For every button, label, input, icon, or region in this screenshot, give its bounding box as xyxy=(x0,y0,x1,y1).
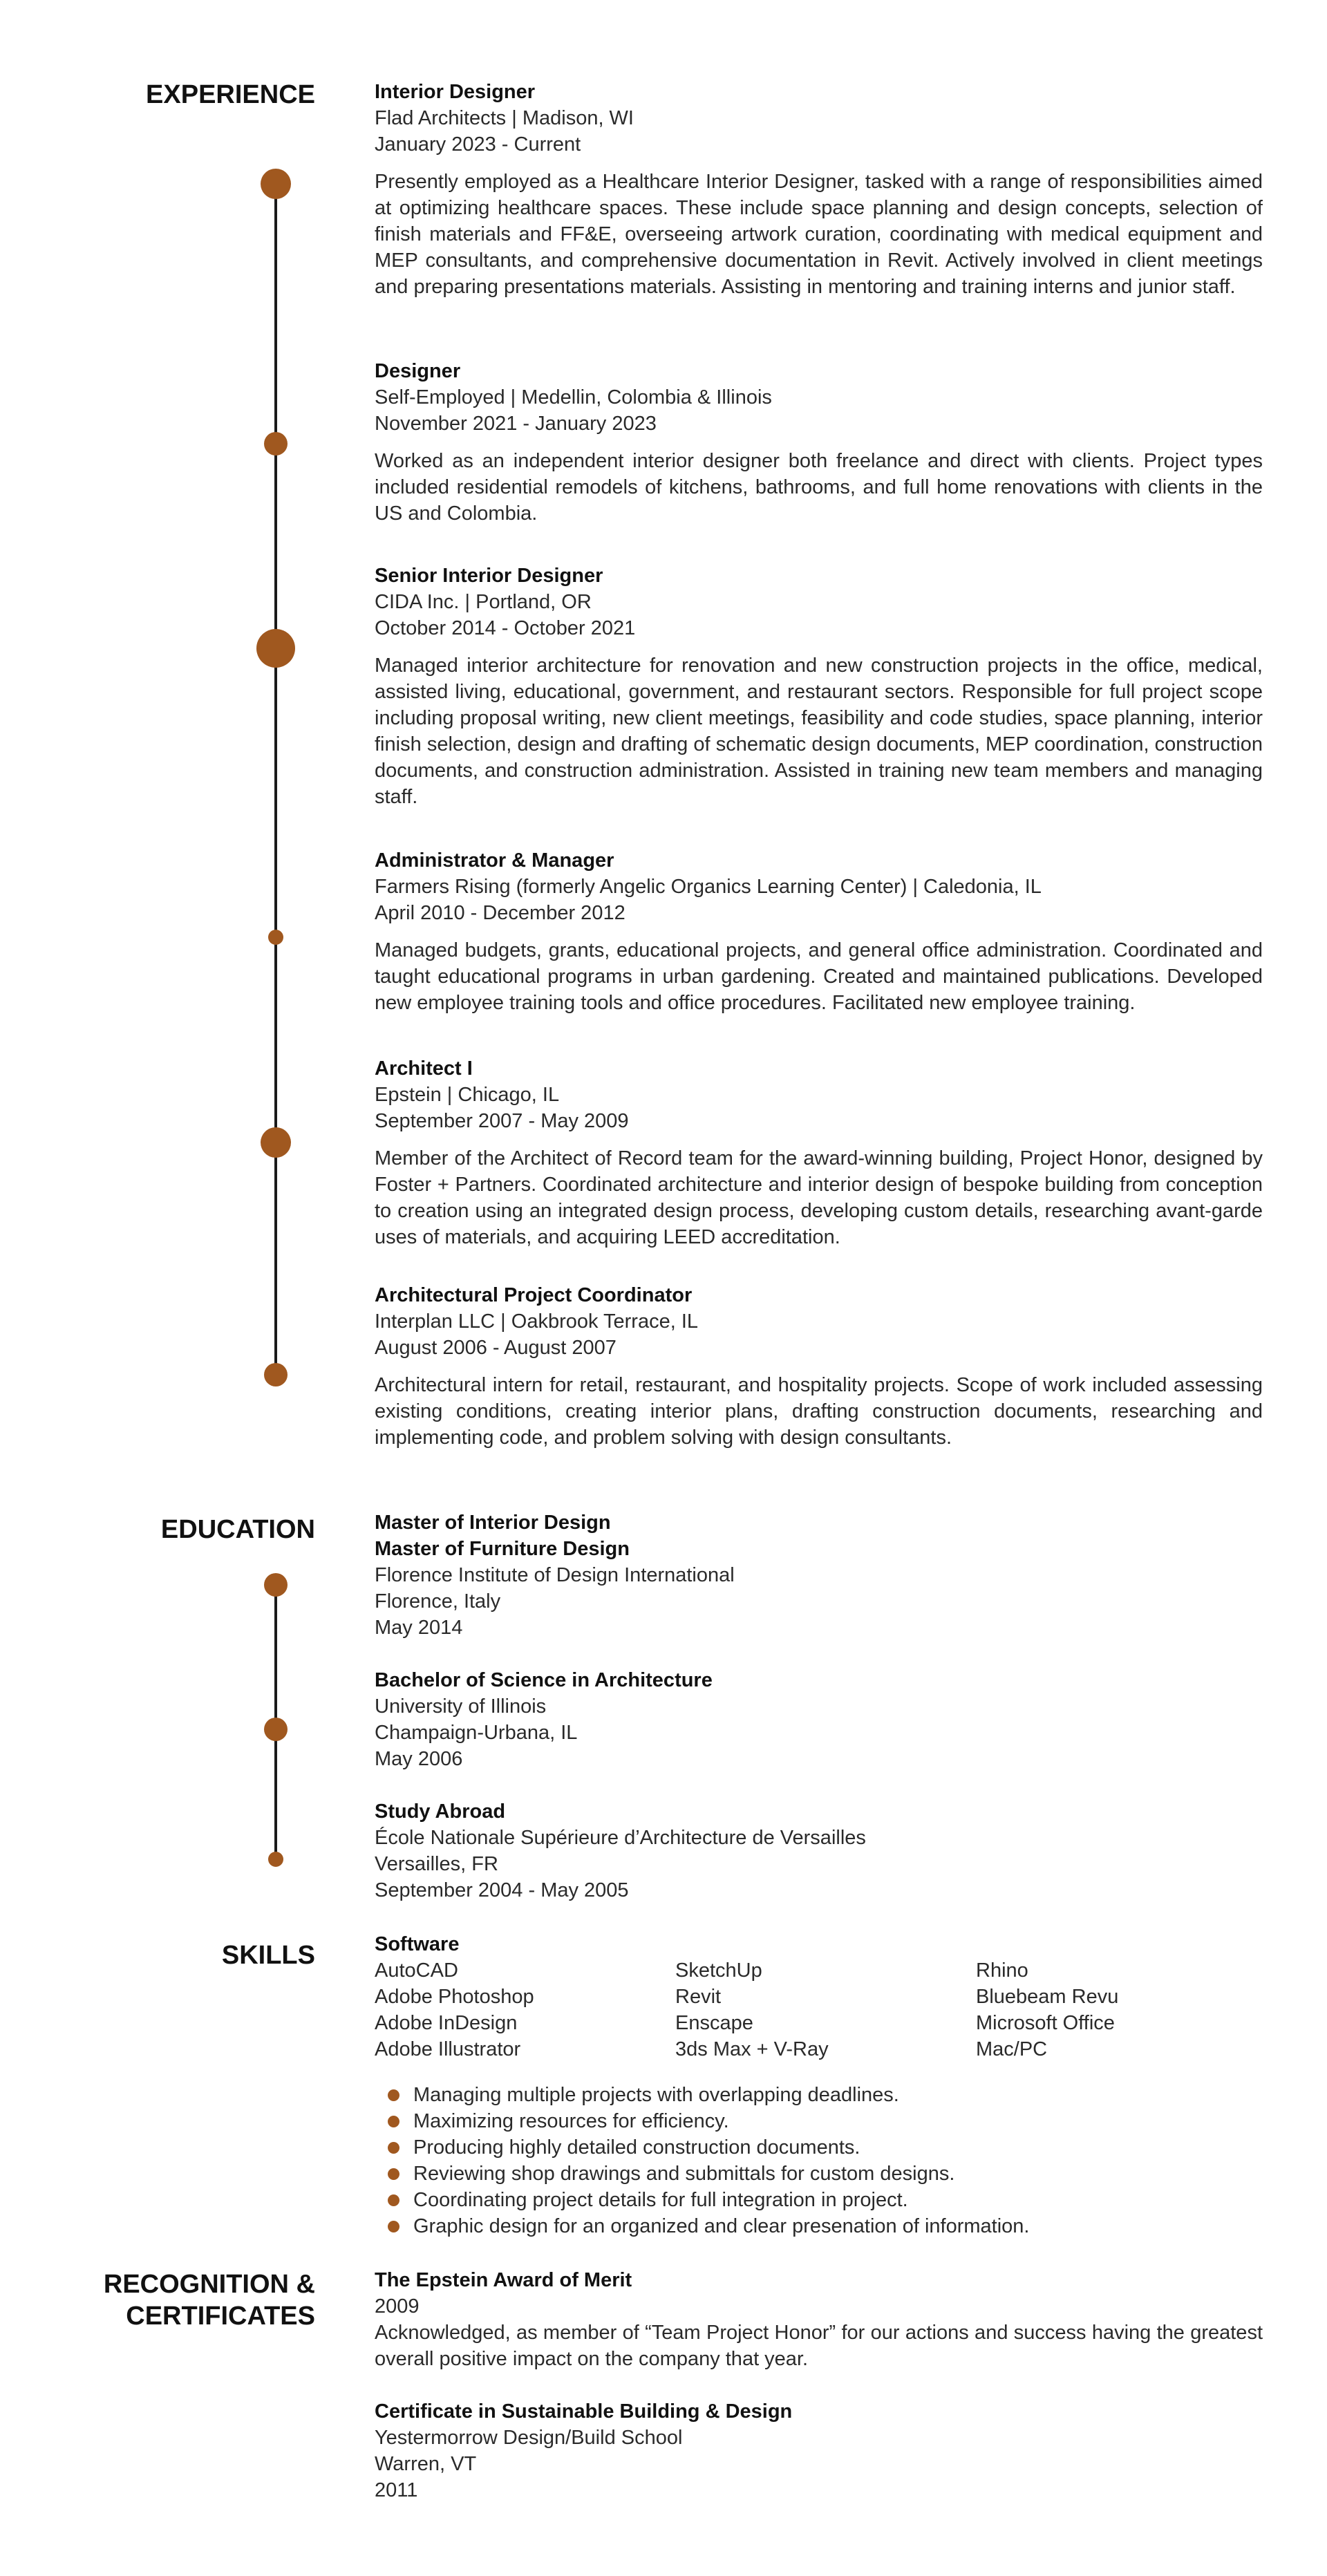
school-name: École Nationale Supérieure d’Architecture de Versailles xyxy=(375,1827,866,1849)
job-description: Presently employed as a Healthcare Interior Designer, tasked with a range of responsibilities aimed at optimizing healthcare spaces. These include space planning and design concepts, selection of finish materials and FF&E, overseeing artwork curation, coordinating with medical equipment and MEP consultants, and comprehensive documentation in Revit. Actively involved in client meetings and preparing presentations materials. Assisting in mentoring and training interns and junior staff. xyxy=(375,171,1263,298)
skill-bullet-text: Producing highly detailed construction documents. xyxy=(413,2136,860,2159)
job-description: Managed interior architecture for renovation and new construction projects in the office, medical, assisted living, educational, government, and restaurant sectors. Responsible for full project scope including proposal writing, new client meetings, feasibility and code studies, space planning, interior finish selection, design and drafting of schematic design documents, MEP coordination, construction documents, and construction administration. Assisted in training new team members and managing staff. xyxy=(375,655,1263,808)
certificate-year: 2011 xyxy=(375,2479,418,2501)
education-entry xyxy=(375,1798,1263,1903)
skills-block xyxy=(375,1931,1263,1957)
software-item: SketchUp xyxy=(675,1959,762,1982)
software-item: Revit xyxy=(675,1986,722,2008)
skill-bullet xyxy=(375,2134,1029,2161)
job-entry xyxy=(375,563,1263,810)
award-title: The Epstein Award of Merit xyxy=(375,2269,632,2291)
job-title: Architect I xyxy=(375,1057,473,1080)
bullet-dot-icon xyxy=(388,2142,399,2154)
recognition-entry xyxy=(375,2398,1263,2503)
education-entry xyxy=(375,1667,1263,1772)
bullet-dot-icon xyxy=(388,2194,399,2206)
bullet-dot-icon xyxy=(388,2168,399,2180)
job-description: Member of the Architect of Record team for the award-winning building, Project Honor, designed by Foster + Partners. Coordinated architecture and interior design of bespoke building from conception to creation using an integrated design process, developing custom details, researching avant-garde uses of materials, and acquiring LEED accreditation. xyxy=(375,1147,1263,1248)
recognition-title-line-1: RECOGNITION & xyxy=(103,2270,315,2299)
skill-bullet xyxy=(375,2108,1029,2134)
timeline-graphic xyxy=(0,0,373,2576)
recognition-section-title xyxy=(104,2268,315,2332)
job-dates: October 2014 - October 2021 xyxy=(375,617,636,639)
skill-bullet-text: Reviewing shop drawings and submittals for custom designs. xyxy=(413,2163,955,2185)
job-title: Architectural Project Coordinator xyxy=(375,1284,693,1306)
software-item: Adobe Illustrator xyxy=(375,2038,521,2060)
job-entry xyxy=(375,1282,1263,1451)
software-heading: Software xyxy=(375,1933,460,1955)
education-section-title: EDUCATION xyxy=(160,1515,315,1544)
certificate-school: Yestermorrow Design/Build School xyxy=(375,2427,683,2449)
recognition-title-line-2: CERTIFICATES xyxy=(126,2302,315,2331)
skills-bullet-list xyxy=(375,2082,1029,2239)
certificate-location: Warren, VT xyxy=(375,2453,477,2475)
degree-title: Bachelor of Science in Architecture xyxy=(375,1669,713,1691)
timeline-node-3 xyxy=(256,629,295,668)
job-dates: September 2007 - May 2009 xyxy=(375,1110,629,1132)
skill-bullet-text: Managing multiple projects with overlapping deadlines. xyxy=(413,2084,899,2106)
education-entry xyxy=(375,1510,1263,1641)
job-description: Architectural intern for retail, restaurant, and hospitality projects. Scope of work included assessing existing conditions, creating interior plans, drafting construction documents, researching and implementing code, and problem solving with design consultants. xyxy=(375,1374,1263,1449)
software-item: AutoCAD xyxy=(375,1959,458,1982)
skills-section-title: SKILLS xyxy=(221,1941,315,1970)
software-item: Bluebeam Revu xyxy=(976,1986,1119,2008)
skill-bullet xyxy=(375,2161,1029,2187)
job-company: Flad Architects | Madison, WI xyxy=(375,107,634,129)
education-date: May 2014 xyxy=(375,1617,463,1639)
education-date: September 2004 - May 2005 xyxy=(375,1879,629,1901)
software-item: Microsoft Office xyxy=(976,2012,1115,2034)
timeline-node-2 xyxy=(264,432,288,455)
job-dates: November 2021 - January 2023 xyxy=(375,413,657,435)
job-entry xyxy=(375,358,1263,527)
school-location: Florence, Italy xyxy=(375,1590,501,1613)
experience-section-title: EXPERIENCE xyxy=(146,80,315,109)
bullet-dot-icon xyxy=(388,2221,399,2232)
job-company: Epstein | Chicago, IL xyxy=(375,1084,560,1106)
bullet-dot-icon xyxy=(388,2089,399,2101)
timeline-node-4 xyxy=(268,930,283,945)
job-entry xyxy=(375,1055,1263,1250)
software-item: Enscape xyxy=(675,2012,753,2034)
software-item: 3ds Max + V-Ray xyxy=(675,2038,829,2060)
recognition-entry xyxy=(375,2267,1263,2372)
job-company: Self-Employed | Medellin, Colombia & Illinois xyxy=(375,386,772,408)
education-node-1 xyxy=(264,1573,288,1597)
software-item: Adobe InDesign xyxy=(375,2012,518,2034)
skill-bullet-text: Coordinating project details for full integration in project. xyxy=(413,2189,908,2211)
education-date: May 2006 xyxy=(375,1748,463,1770)
job-dates: April 2010 - December 2012 xyxy=(375,902,625,924)
software-item: Rhino xyxy=(976,1959,1028,1982)
job-title: Senior Interior Designer xyxy=(375,565,603,587)
degree-title: Study Abroad xyxy=(375,1801,506,1823)
software-item: Adobe Photoshop xyxy=(375,1986,534,2008)
school-location: Versailles, FR xyxy=(375,1853,498,1875)
job-title: Interior Designer xyxy=(375,81,536,103)
job-title: Administrator & Manager xyxy=(375,849,614,872)
job-entry xyxy=(375,847,1263,1016)
bullet-dot-icon xyxy=(388,2116,399,2127)
award-description: Acknowledged, as member of “Team Project Honor” for our actions and success having the greatest overall positive impact on the company that year. xyxy=(375,2322,1263,2370)
job-entry xyxy=(375,79,1263,300)
job-description: Worked as an independent interior designer both freelance and direct with clients. Project types included residential remodels of kitchens, bathrooms, and full home renovations with clients in the US and Colombia. xyxy=(375,450,1263,525)
job-description: Managed budgets, grants, educational projects, and general office administration. Coordinated and taught educational programs in urban gardening. Created and maintained publications. Developed new employee training tools and office procedures. Facilitated new employee training. xyxy=(375,939,1263,1014)
school-name: Florence Institute of Design International xyxy=(375,1564,735,1586)
skill-bullet xyxy=(375,2082,1029,2108)
software-item: Mac/PC xyxy=(976,2038,1048,2060)
job-company: CIDA Inc. | Portland, OR xyxy=(375,591,592,613)
degree-title: Master of Interior Design xyxy=(375,1512,611,1534)
award-year: 2009 xyxy=(375,2295,420,2318)
skill-bullet xyxy=(375,2213,1029,2239)
job-dates: August 2006 - August 2007 xyxy=(375,1337,617,1359)
school-location: Champaign-Urbana, IL xyxy=(375,1722,578,1744)
job-company: Interplan LLC | Oakbrook Terrace, IL xyxy=(375,1310,699,1333)
timeline-node-6 xyxy=(264,1363,288,1386)
skill-bullet xyxy=(375,2187,1029,2213)
software-grid xyxy=(375,1957,1263,2062)
skill-bullet-text: Graphic design for an organized and clear presenation of information. xyxy=(413,2215,1030,2237)
timeline-node-1 xyxy=(261,169,291,199)
timeline-node-5 xyxy=(261,1127,291,1158)
job-dates: January 2023 - Current xyxy=(375,133,581,156)
degree-title: Master of Furniture Design xyxy=(375,1538,630,1560)
certificate-title: Certificate in Sustainable Building & Design xyxy=(375,2400,793,2423)
skill-bullet-text: Maximizing resources for efficiency. xyxy=(413,2110,729,2132)
education-node-3 xyxy=(268,1852,283,1867)
job-title: Designer xyxy=(375,360,461,382)
school-name: University of Illinois xyxy=(375,1695,547,1718)
job-company: Farmers Rising (formerly Angelic Organics Learning Center) | Caledonia, IL xyxy=(375,876,1042,898)
education-node-2 xyxy=(264,1718,288,1741)
